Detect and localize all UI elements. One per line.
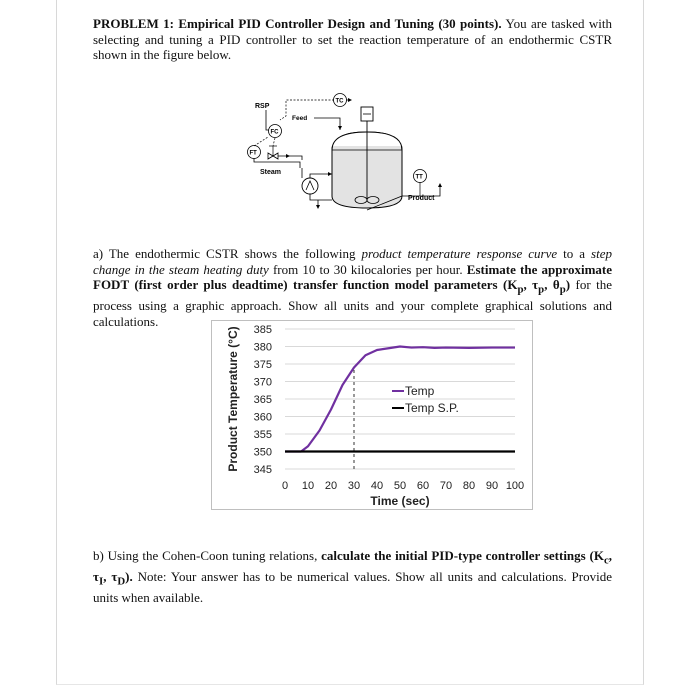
- part-b-sub3: D: [117, 575, 126, 588]
- x-tick-label: 90: [485, 480, 499, 492]
- tc-label: TC: [335, 98, 344, 105]
- cstr-diagram: [240, 88, 450, 218]
- part-a-s5: from 10 to 30 kilocalories per hour.: [268, 261, 467, 277]
- problem-intro: You are tasked with selecting and tuning a PID controller to set the reaction temperature of an endothermic CSTR shown in the figure below.: [93, 16, 612, 62]
- feed-label: Feed: [292, 115, 308, 122]
- part-a-s9: ): [565, 277, 571, 292]
- tt-label: TT: [415, 174, 423, 181]
- part-a-s10: for the process using a graphic approach. Show all units and your complete graphical solutions and calculations.: [93, 277, 612, 329]
- legend-label-2: Temp S.P.: [405, 401, 459, 415]
- part-a-sub3: p: [559, 283, 566, 296]
- x-tick-label: 100: [505, 480, 525, 492]
- part-b-sub2: I: [99, 575, 104, 588]
- part-a-s6: Estimate the approximate FODT (first order plus deadtime) transfer function model parameters (K: [93, 261, 612, 292]
- part-b-sub1: c: [603, 554, 609, 567]
- part-b-s1: b) Using the Cohen-Coon tuning relations,: [93, 548, 322, 563]
- y-tick-label: 360: [253, 411, 272, 424]
- y-tick-label: 355: [253, 429, 272, 441]
- part-b-s5: ).: [125, 569, 133, 585]
- x-tick-label: 10: [301, 480, 315, 492]
- y-tick-label: 380: [253, 341, 272, 354]
- part-a-sub1: p: [517, 283, 524, 296]
- x-tick-label: 80: [462, 480, 476, 492]
- x-tick-label: 0: [281, 480, 289, 492]
- part-b-s2: calculate the initial PID-type controller settings (K: [321, 548, 604, 563]
- y-tick-label: 350: [253, 446, 272, 459]
- problem-statement: [93, 16, 612, 63]
- part-b-text: [93, 548, 612, 606]
- x-tick-label: 30: [347, 480, 361, 492]
- part-a-s1: a) The endothermic CSTR shows the following: [93, 246, 362, 261]
- fc-label: FC: [270, 129, 279, 136]
- legend-label-1: Temp: [405, 384, 435, 398]
- y-tick-label: 375: [253, 359, 272, 371]
- part-a-s3: to a: [557, 246, 592, 261]
- part-b-s3: , τ: [93, 548, 612, 585]
- x-tick-label: 40: [370, 480, 384, 492]
- x-tick-label: 50: [393, 480, 407, 492]
- ft-label: FT: [249, 150, 257, 157]
- y-tick-label: 365: [253, 394, 272, 406]
- x-axis-label: Time (sec): [370, 494, 430, 508]
- y-tick-label: 385: [253, 324, 272, 336]
- part-a-s7: , τ: [523, 277, 539, 292]
- part-a-s2: product temperature response curve: [361, 246, 558, 261]
- x-tick-label: 60: [416, 480, 430, 492]
- part-a-text: [93, 246, 612, 329]
- y-axis-label: Product Temperature (°C): [226, 326, 240, 472]
- chart-svg: [212, 321, 532, 509]
- y-tick-label: 345: [253, 464, 272, 476]
- part-a-s4: step change in the steam heating duty: [93, 246, 612, 277]
- part-a-sub2: p: [538, 283, 545, 296]
- part-a-s8: , θ: [544, 277, 560, 292]
- problem-title: PROBLEM 1: Empirical PID Controller Design and Tuning (30 points).: [93, 16, 502, 31]
- x-tick-label: 20: [324, 480, 338, 492]
- temperature-response-chart: [211, 320, 533, 510]
- product-label: Product: [408, 195, 435, 202]
- part-b-s6: Note: Your answer has to be numerical values. Show all units and calculations. Provide units when available.: [93, 569, 612, 606]
- rsp-label: RSP: [255, 103, 270, 110]
- x-tick-label: 70: [439, 480, 453, 492]
- y-tick-label: 370: [253, 376, 272, 389]
- part-b-s4: , τ: [103, 569, 118, 585]
- steam-label: Steam: [260, 169, 282, 176]
